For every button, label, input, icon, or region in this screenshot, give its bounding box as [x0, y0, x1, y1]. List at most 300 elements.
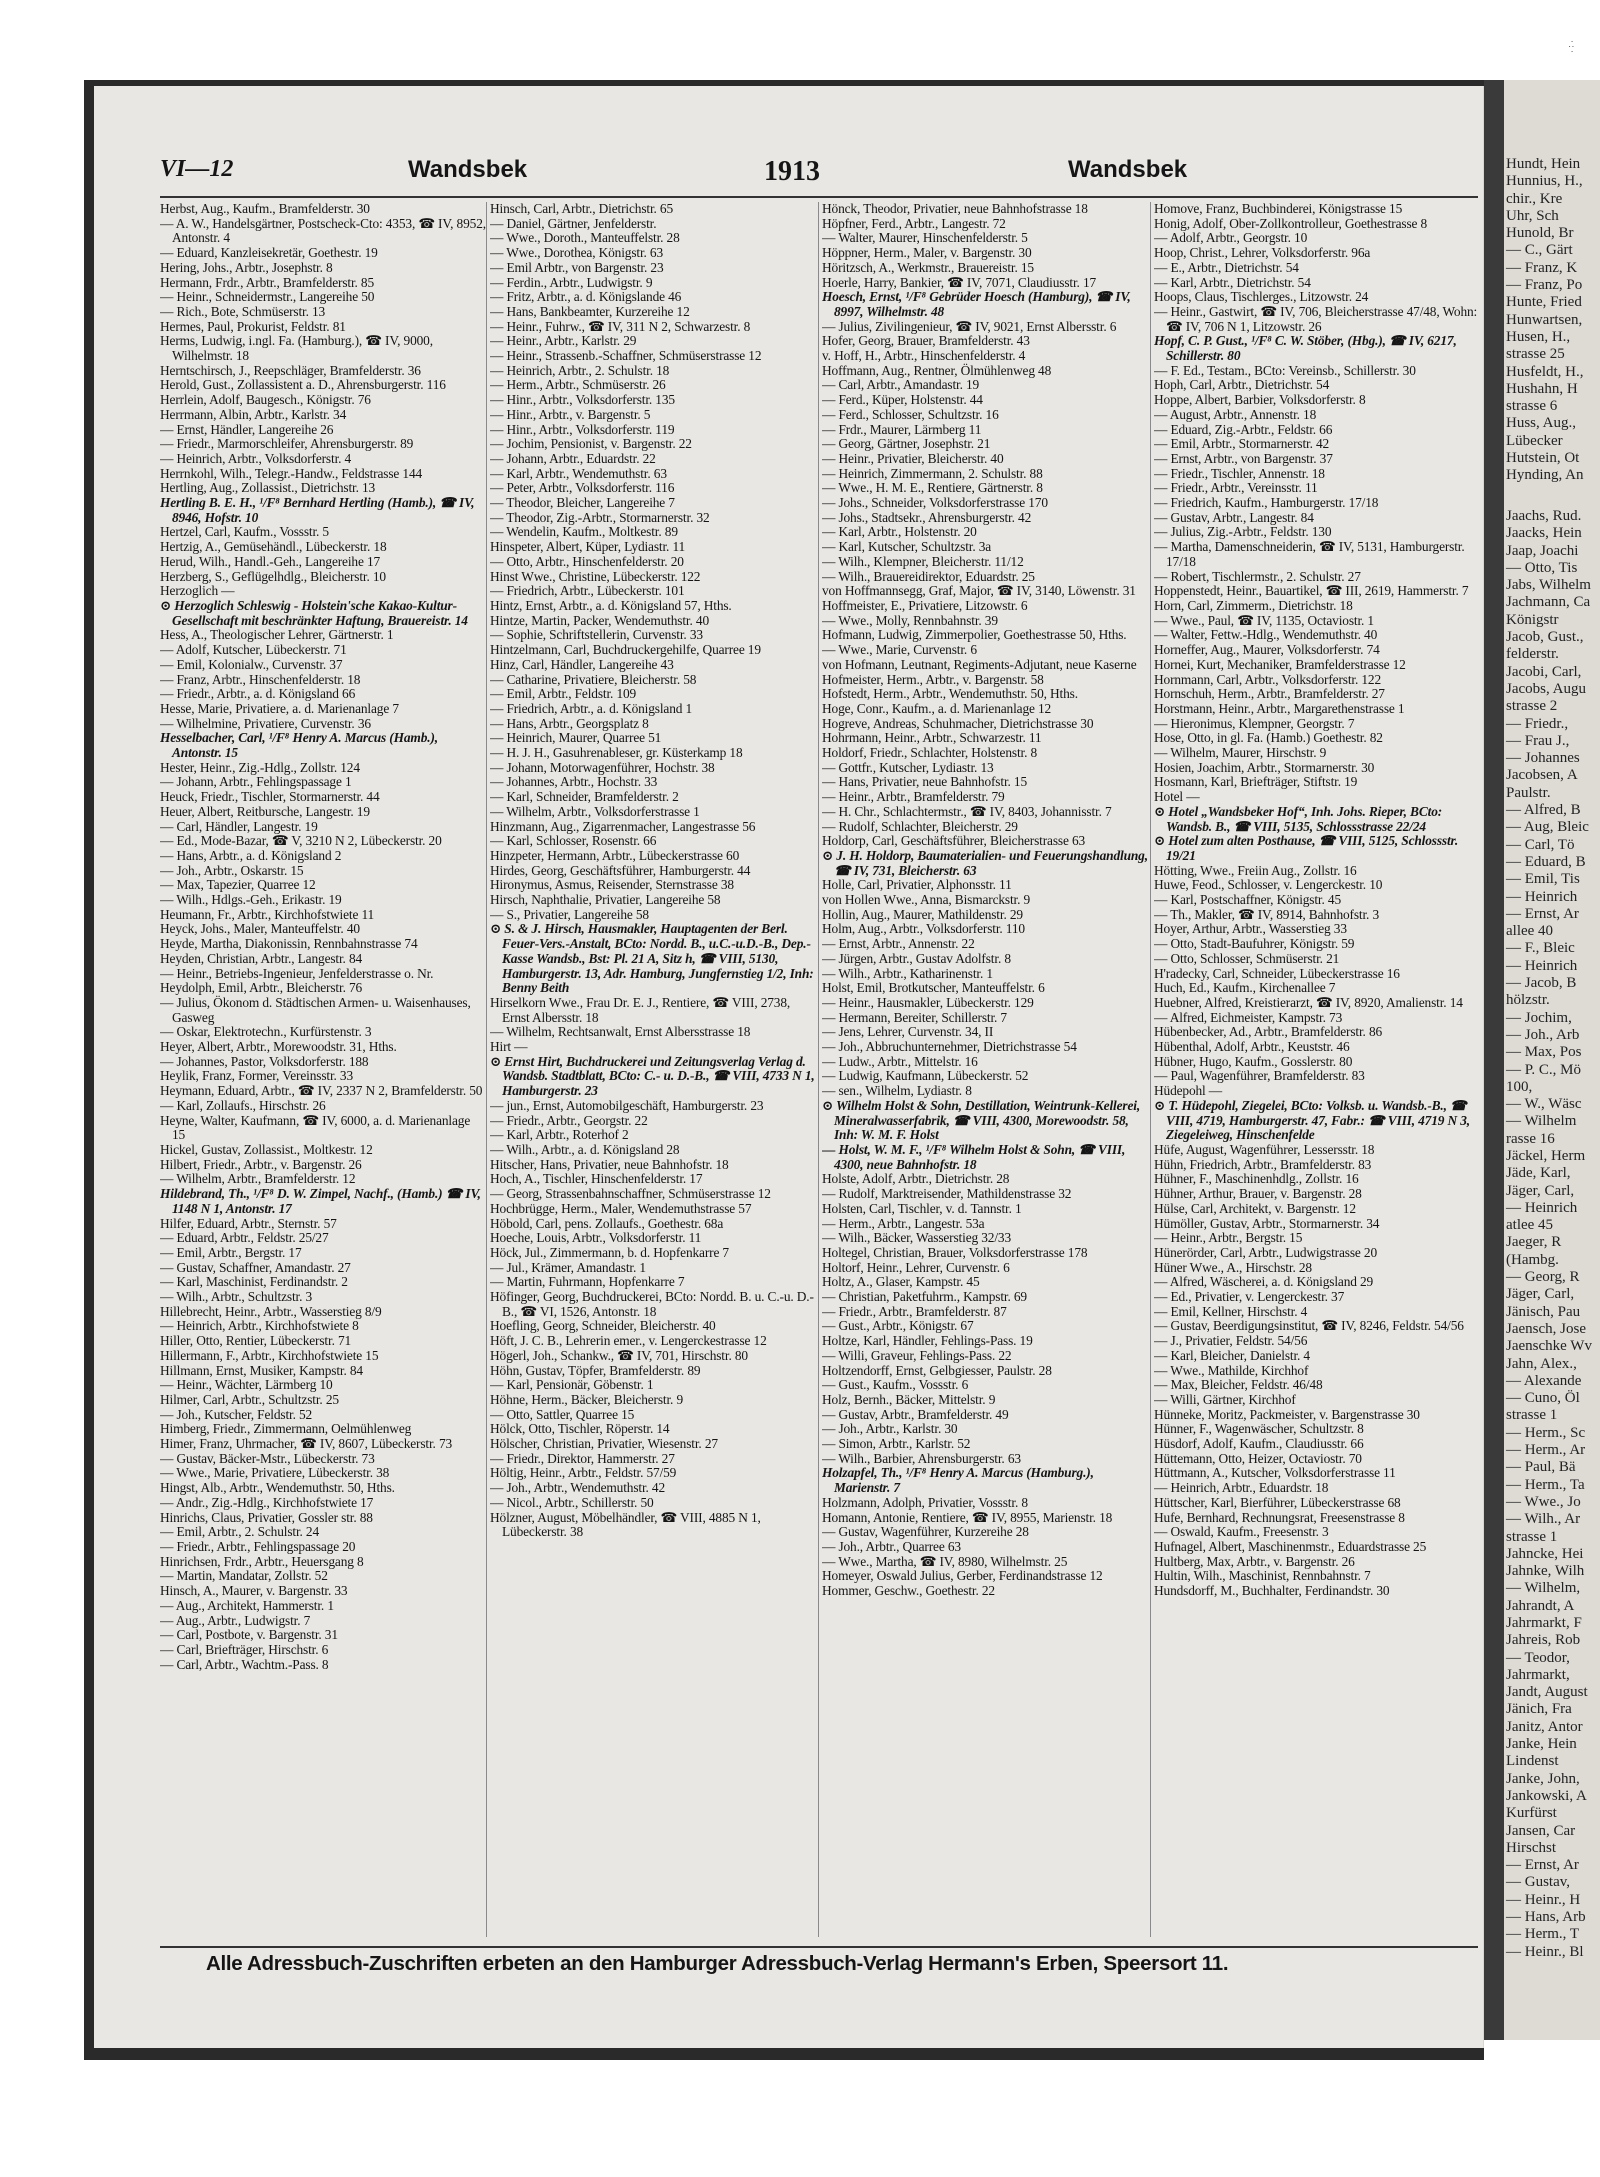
directory-entry: — Friedrich, Arbtr., Lübeckerstr. 101	[490, 583, 685, 599]
directory-entry: — Th., Makler, ☎ IV, 8914, Bahnhofstr. 3	[1154, 906, 1379, 922]
directory-entry: Hotel —	[1154, 789, 1200, 805]
adjacent-page-line: — Wwe., Jo	[1506, 1493, 1581, 1510]
directory-entry: — Paul, Wagenführer, Bramfelderstr. 83	[1154, 1068, 1365, 1084]
directory-entry: — Emil, Arbtr., Feldstr. 109	[490, 686, 637, 702]
adjacent-page-line: Jahrmarkt,	[1506, 1666, 1570, 1683]
directory-entry: — Heinr., Arbtr., Bergstr. 15	[1154, 1230, 1303, 1246]
directory-entry: Höhn, Gustav, Töpfer, Bramfelderstr. 89	[490, 1362, 701, 1378]
directory-entry: Hoerle, Harry, Bankier, ☎ IV, 7071, Claudiusstr. 17	[822, 274, 1097, 290]
directory-entry: — Karl, Postschaffner, Königstr. 45	[1154, 892, 1341, 908]
adjacent-page-line: — Teodor,	[1506, 1649, 1570, 1666]
directory-entry: — Wilhelm, Arbtr., Bramfelderstr. 12	[160, 1171, 356, 1187]
page-gutter-shadow	[1484, 80, 1504, 2040]
directory-entry: — Heinr., Hausmakler, Lübeckerstr. 129	[822, 994, 1034, 1010]
directory-entry: — Ed., Mode-Bazar, ☎ V, 3210 N 2, Lübeckerstr. 20	[160, 833, 442, 849]
directory-entry: — E., Arbtr., Dietrichstr. 54	[1154, 259, 1299, 275]
directory-entry: — Ferd., Küper, Holstenstr. 44	[822, 392, 983, 408]
directory-entry: Hühn, Friedrich, Arbtr., Bramfelderstr. 83	[1154, 1156, 1372, 1172]
directory-entry: — Heinr., Privatier, Bleicherstr. 40	[822, 450, 1004, 466]
running-title-left: Wandsbek	[408, 156, 528, 183]
directory-entry: Hühner, Arthur, Brauer, v. Bargenstr. 28	[1154, 1186, 1362, 1202]
directory-entry: Höck, Jul., Zimmermann, b. d. Hopfenkarre 7	[490, 1244, 729, 1260]
directory-entry: Hufe, Bernhard, Rechnungsrat, Freesenstrasse 8	[1154, 1509, 1405, 1525]
adjacent-page-line: Paulstr.	[1506, 784, 1551, 801]
adjacent-page-line: — Wilhelm	[1506, 1113, 1577, 1130]
adjacent-page-line: — Ernst, Ar	[1506, 1857, 1579, 1874]
directory-entry: Hintze, Martin, Packer, Wendemuthstr. 40	[490, 612, 709, 628]
directory-entry: Hohrmann, Heinr., Arbtr., Schwarzestr. 11	[822, 730, 1042, 746]
directory-entry: — Martha, Damenschneiderin, ☎ IV, 5131, Hamburgerstr. 17/18	[1154, 539, 1465, 569]
adjacent-page-line: Jacob, Gust.,	[1506, 629, 1584, 646]
adjacent-page-line: — Jacob, B	[1506, 975, 1577, 992]
directory-entry: Hesselbacher, Carl, ¹/F⁸ Henry A. Marcus (Hamb.), Antonstr. 15	[160, 730, 438, 761]
directory-entry: Herud, Wilh., Handl.-Geh., Langereihe 17	[160, 553, 381, 569]
directory-entry: — Karl, Kutscher, Schultzstr. 3a	[822, 539, 992, 555]
directory-entry: — Karl, Schlosser, Rosenstr. 66	[490, 833, 657, 849]
adjacent-page-line: Lindenst	[1506, 1753, 1559, 1770]
adjacent-page-line: — Carl, Tö	[1506, 836, 1575, 853]
adjacent-page-line: strasse 25	[1506, 346, 1565, 363]
directory-entry: — August, Arbtr., Annenstr. 18	[1154, 406, 1317, 422]
directory-entry: Höft, J. C. B., Lehrerin emer., v. Lengerckestrasse 12	[490, 1333, 767, 1349]
adjacent-page-line: Husfeldt, H.,	[1506, 363, 1584, 380]
directory-entry: Hinrichsen, Frdr., Arbtr., Heuersgang 8	[160, 1553, 364, 1569]
directory-entry: Herrlein, Adolf, Baugesch., Königstr. 76	[160, 392, 371, 408]
directory-entry: Holtz, A., Glaser, Kampstr. 45	[822, 1274, 980, 1290]
directory-entry: Höfinger, Georg, Buchdruckerei, BCto: Nordd. B. u. C.-u. D.-B., ☎ VI, 1526, Antonstr. 18	[490, 1289, 814, 1319]
directory-entry: Hiller, Otto, Rentier, Lübeckerstr. 71	[160, 1333, 352, 1349]
directory-entry: Höltig, Heinr., Arbtr., Feldstr. 57/59	[490, 1465, 677, 1481]
directory-entry: — Carl, Arbtr., Amandastr. 19	[822, 377, 980, 393]
directory-entry: Heymann, Eduard, Arbtr., ☎ IV, 2337 N 2, Bramfelderstr. 50	[160, 1083, 483, 1099]
directory-entry: — Gust., Arbtr., Königstr. 67	[822, 1318, 974, 1334]
directory-entry: Holtzendorff, Ernst, Gelbgiesser, Paulstr. 28	[822, 1362, 1052, 1378]
adjacent-page-line: Jaensch, Jose	[1506, 1320, 1586, 1337]
directory-entry: Holz, Bernh., Bäcker, Mittelstr. 9	[822, 1391, 996, 1407]
adjacent-page-line: Jäger, Carl,	[1506, 1182, 1575, 1199]
year-heading: 1913	[764, 156, 820, 187]
adjacent-page-line: Huss, Aug.,	[1506, 415, 1577, 432]
directory-entry: — J., Privatier, Feldstr. 54/56	[1154, 1333, 1308, 1349]
adjacent-page-line: — Franz, K	[1506, 259, 1578, 276]
directory-entry: — Gustav, Beerdigungsinstitut, ☎ IV, 8246, Feldstr. 54/56	[1154, 1318, 1464, 1334]
directory-entry: — Gustav, Wagenführer, Kurzereihe 28	[822, 1524, 1029, 1540]
directory-entry: — Gust., Kaufm., Vossstr. 6	[822, 1377, 969, 1393]
adjacent-page-line: — Hans, Arb	[1506, 1909, 1586, 1926]
directory-entry: Hübenbecker, Ad., Arbtr., Bramfelderstr. 86	[1154, 1024, 1383, 1040]
directory-entry: Herzberg, S., Geflügelhdlg., Bleicherstr. 10	[160, 568, 386, 584]
directory-entry: — S., Privatier, Langereihe 58	[490, 906, 649, 922]
directory-entry: — Hinr., Arbtr., v. Bargenstr. 5	[490, 406, 651, 422]
directory-entry: — Gustav, Arbtr., Langestr. 84	[1154, 509, 1314, 525]
directory-entry: Holm, Aug., Arbtr., Volksdorferstr. 110	[822, 921, 1025, 937]
directory-entry: Höritzsch, A., Werkmstr., Brauereistr. 15	[822, 259, 1034, 275]
directory-entry: Hildebrand, Th., ¹/F⁸ D. W. Zimpel, Nachf., (Hamb.) ☎ IV, 1148 N 1, Antonstr. 17	[160, 1186, 481, 1216]
directory-entry: Hoesch, Ernst, ¹/F⁸ Gebrüder Hoesch (Hamburg), ☎ IV, 8997, Wilhelmstr. 48	[822, 289, 1131, 319]
page-number: VI—12	[160, 156, 234, 182]
directory-entry: v. Hoff, H., Arbtr., Hinschenfelderstr. 4	[822, 348, 1026, 364]
directory-entry: — Jürgen, Arbtr., Gustav Adolfstr. 8	[822, 950, 1011, 966]
directory-entry: — Herm., Arbtr., Schmüserstr. 26	[490, 377, 666, 393]
directory-entry: — Johann, Arbtr., Fehlingspassage 1	[160, 774, 352, 790]
directory-entry: — jun., Ernst, Automobilgeschäft, Hamburgerstr. 23	[490, 1097, 764, 1113]
directory-entry: Höbold, Carl, pens. Zollaufs., Goethestr. 68a	[490, 1215, 724, 1231]
directory-entry: — Ernst, Arbtr., Annenstr. 22	[822, 936, 975, 952]
directory-entry: — Friedr., Arbtr., Vereinsstr. 11	[1154, 480, 1318, 496]
directory-entry: Hünner, F., Wagenwäscher, Schultzstr. 8	[1154, 1421, 1364, 1437]
directory-entry: — Wendelin, Kaufm., Moltkestr. 89	[490, 524, 678, 540]
adjacent-page-line: — Georg, R	[1506, 1269, 1580, 1286]
directory-entry: Hickel, Gustav, Zollassist., Moltkestr. 12	[160, 1142, 373, 1157]
directory-entry: — Joh., Arbtr., Quarree 63	[822, 1538, 961, 1554]
adjacent-page-line: Hunte, Fried	[1506, 294, 1582, 311]
directory-entry: — Alfred, Eichmeister, Kampstr. 73	[1154, 1009, 1343, 1025]
directory-entry: Hirselkorn Wwe., Frau Dr. E. J., Rentiere, ☎ VIII, 2738, Ernst Albersstr. 18	[490, 994, 791, 1025]
directory-entry: Herntschirsch, J., Reepschläger, Bramfelderstr. 36	[160, 362, 421, 378]
directory-entry: — Joh., Kutscher, Feldstr. 52	[160, 1406, 313, 1422]
adjacent-page-line: — Frau J.,	[1506, 732, 1570, 749]
column-divider	[1150, 202, 1151, 1937]
directory-entry: — Andr., Zig.-Hdlg., Kirchhofstwiete 17	[160, 1494, 374, 1510]
directory-entry: Hölck, Otto, Tischler, Röperstr. 14	[490, 1421, 670, 1437]
directory-entry: Hofmeister, Herm., Arbtr., v. Bargenstr. 58	[822, 671, 1044, 687]
adjacent-page-line: — Max, Pos	[1506, 1044, 1582, 1061]
directory-entry: — Oswald, Kaufm., Freesenstr. 3	[1154, 1524, 1329, 1540]
adjacent-page-line: strasse 1	[1506, 1407, 1558, 1424]
adjacent-page-line: — Heinrich	[1506, 888, 1578, 905]
directory-entry: Hüfe, August, Wagenführer, Lessersstr. 18	[1154, 1142, 1375, 1157]
directory-entry: Horneffer, Aug., Maurer, Volksdorferstr. 74	[1154, 642, 1380, 658]
directory-entry: — Martin, Fuhrmann, Hopfenkarre 7	[490, 1274, 685, 1290]
directory-entry: — Karl, Maschinist, Ferdinandstr. 2	[160, 1274, 348, 1290]
directory-entry: — Theodor, Bleicher, Langereihe 7	[490, 495, 675, 511]
directory-entry: — Hieronimus, Klempner, Georgstr. 7	[1154, 715, 1355, 731]
directory-entry: Hornmann, Carl, Arbtr., Volksdorferstr. 122	[1154, 671, 1382, 687]
directory-entry: von Hollen Wwe., Anna, Bismarckstr. 9	[822, 892, 1031, 908]
adjacent-page-line: Jabs, Wilhelm	[1506, 577, 1591, 594]
directory-entry: Hillebrecht, Heinr., Arbtr., Wasserstieg 8/9	[160, 1303, 382, 1319]
adjacent-page-line: — Jochim,	[1506, 1009, 1572, 1026]
directory-entry: Hofmann, Ludwig, Zimmerpolier, Goethestrasse 50, Hths.	[822, 627, 1127, 643]
directory-entry: — Hans, Bankbeamter, Kurzereihe 12	[490, 303, 690, 319]
directory-entry: — Carl, Arbtr., Wachtm.-Pass. 8	[160, 1656, 329, 1672]
directory-entry: Heydolph, Emil, Arbtr., Bleicherstr. 76	[160, 980, 363, 996]
adjacent-page-line: — P. C., Mö	[1506, 1061, 1582, 1078]
directory-entry: ⊙ J. H. Holdorp, Baumaterialien- und Feuerungshandlung, ☎ IV, 731, Bleicherstr. 63	[822, 847, 1148, 878]
directory-entry: — Karl, Bleicher, Danielstr. 4	[1154, 1347, 1310, 1363]
directory-entry: ⊙ Ernst Hirt, Buchdruckerei und Zeitungsverlag Verlag d. Wandsb. Stadtblatt, BCto: C.- u. D.-B., ☎ VIII, 4733 N 1, Hamburgerstr. 23	[490, 1053, 815, 1099]
adjacent-page-line: Jaenschke Wv	[1506, 1338, 1592, 1355]
directory-entry: — Friedr., Arbtr., Fehlingspassage 20	[160, 1538, 356, 1554]
adjacent-page-line: Jandt, August	[1506, 1684, 1588, 1701]
adjacent-page-line: allee 40	[1506, 923, 1554, 940]
directory-column-2	[490, 202, 816, 1942]
directory-entry: — Emil, Arbtr., Stormarnerstr. 42	[1154, 436, 1330, 452]
directory-entry: — Emil, Arbtr., 2. Schulstr. 24	[160, 1524, 320, 1540]
directory-entry: — Fritz, Arbtr., a. d. Königslande 46	[490, 289, 682, 305]
adjacent-page-line: 100,	[1506, 1078, 1533, 1095]
directory-entry: Hertling B. E. H., ¹/F⁸ Bernhard Hertling (Hamb.), ☎ IV, 8946, Hofstr. 10	[160, 495, 475, 525]
adjacent-page-line: Jachmann, Ca	[1506, 594, 1591, 611]
directory-entry: — Karl, Arbtr., Holstenstr. 20	[822, 524, 977, 540]
directory-entry: Herrnkohl, Wilh., Telegr.-Handw., Feldstrasse 144	[160, 465, 423, 481]
adjacent-page-line: — Otto, Tis	[1506, 559, 1578, 576]
directory-entry: — Julius, Zivilingenieur, ☎ IV, 9021, Ernst Albersstr. 6	[822, 318, 1117, 334]
directory-entry: Hosmann, Karl, Briefträger, Stiftstr. 19	[1154, 774, 1358, 790]
directory-entry: Hülse, Carl, Architekt, v. Bargenstr. 12	[1154, 1200, 1356, 1216]
directory-entry: — Emil, Arbtr., Bergstr. 17	[160, 1244, 302, 1260]
directory-entry: — Walter, Fettw.-Hdlg., Wendemuthstr. 40	[1154, 627, 1378, 643]
directory-entry: Hingst, Alb., Arbtr., Wendemuthstr. 50, Hths.	[160, 1480, 395, 1496]
adjacent-page-line: Jacobi, Carl,	[1506, 663, 1582, 680]
adjacent-page-line: (Hambg.	[1506, 1251, 1559, 1268]
directory-entry: Hofstedt, Herm., Arbtr., Wendemuthstr. 50, Hths.	[822, 686, 1078, 702]
adjacent-page-line: Husen, H.,	[1506, 328, 1571, 345]
directory-entry: Huwe, Feod., Schlosser, v. Lengerckestr. 10	[1154, 877, 1383, 893]
directory-entry: — Catharine, Privatiere, Bleicherstr. 58	[490, 671, 697, 687]
directory-entry: Hundsdorff, M., Buchhalter, Ferdinandstr. 30	[1154, 1583, 1390, 1599]
directory-entry: Högerl, Joh., Schankw., ☎ IV, 701, Hirschstr. 80	[490, 1347, 748, 1363]
directory-entry: — Hinr., Arbtr., Volksdorferstr. 135	[490, 392, 675, 408]
directory-entry: — H. J. H., Gasuhrenableser, gr. Küsterkamp 18	[490, 745, 743, 761]
directory-entry: — Aug., Arbtr., Ludwigstr. 7	[160, 1612, 311, 1628]
adjacent-page-line: Jänisch, Pau	[1506, 1303, 1581, 1320]
directory-entry: Herbst, Aug., Kaufm., Bramfelderstr. 30	[160, 202, 370, 216]
adjacent-page-line: — Eduard, B	[1506, 853, 1586, 870]
directory-entry: — Jul., Krämer, Amandastr. 1	[490, 1259, 646, 1275]
directory-entry: Holle, Carl, Privatier, Alphonsstr. 11	[822, 877, 1012, 893]
adjacent-page-line: — Cuno, Öl	[1506, 1390, 1580, 1407]
directory-entry: — Heinr., Schneidermstr., Langereihe 50	[160, 289, 375, 305]
directory-entry: — Carl, Briefträger, Hirschstr. 6	[160, 1641, 329, 1657]
directory-entry: — Wilh., Brauereidirektor, Eduardstr. 25	[822, 568, 1035, 584]
directory-entry: — Karl, Arbtr., Roterhof 2	[490, 1127, 629, 1143]
directory-entry: Höpfner, Ferd., Arbtr., Langestr. 72	[822, 215, 1006, 231]
directory-entry: Hilmer, Carl, Arbtr., Schultzstr. 25	[160, 1391, 339, 1407]
directory-entry: — Ed., Privatier, v. Lengerckestr. 37	[1154, 1289, 1345, 1305]
directory-entry: Hünerörder, Carl, Arbtr., Ludwigstrasse 20	[1154, 1244, 1377, 1260]
directory-entry: Herold, Gust., Zollassistent a. D., Ahrensburgerstr. 116	[160, 377, 446, 393]
directory-entry: Hötting, Wwe., Freiin Aug., Zollstr. 16	[1154, 862, 1357, 878]
directory-entry: Hertling, Aug., Zollassist., Dietrichstr. 13	[160, 480, 376, 496]
adjacent-page-line: Jäde, Karl,	[1506, 1165, 1571, 1182]
adjacent-page-line: Uhr, Sch	[1506, 207, 1559, 224]
directory-entry: Hinsch, Carl, Arbtr., Dietrichstr. 65	[490, 202, 674, 216]
directory-entry: Hess, A., Theologischer Lehrer, Gärtnerstr. 1	[160, 627, 394, 643]
directory-entry: — Ludw., Arbtr., Mittelstr. 16	[822, 1053, 978, 1069]
directory-entry: Hoph, Carl, Arbtr., Dietrichstr. 54	[1154, 377, 1330, 393]
directory-entry: Herzoglich —	[160, 583, 235, 599]
adjacent-page-line: — Alexande	[1506, 1372, 1582, 1389]
directory-entry: — Max, Bleicher, Feldstr. 46/48	[1154, 1377, 1323, 1393]
directory-entry: — Willi, Gärtner, Kirchhof	[1154, 1391, 1296, 1407]
directory-entry: Hirsch, Naphthalie, Privatier, Langereihe 58	[490, 892, 721, 908]
directory-entry: — Otto, Schlosser, Schmüserstr. 21	[1154, 950, 1340, 966]
directory-entry: — Friedr., Tischler, Annenstr. 18	[1154, 465, 1325, 481]
directory-entry: — Joh., Arbtr., Karlstr. 30	[822, 1421, 958, 1437]
directory-entry: Hoeche, Louis, Arbtr., Volksdorferstr. 11	[490, 1230, 702, 1246]
directory-entry: — Ernst, Arbtr., von Bargenstr. 37	[1154, 450, 1333, 466]
directory-entry: ⊙ Herzoglich Schleswig - Holstein'sche Kakao-Kultur-Gesellschaft mit beschränkter Haftung, Brauereistr. 14	[160, 597, 468, 628]
directory-entry: Hochbrügge, Herm., Maler, Wendemuthstrasse 57	[490, 1200, 752, 1216]
footer-rule	[160, 1946, 1478, 1948]
adjacent-page-line: — Heinrich	[1506, 957, 1578, 974]
adjacent-page-line: Jahn, Alex.,	[1506, 1355, 1577, 1372]
directory-entry: — Rudolf, Schlachter, Bleicherstr. 29	[822, 818, 1018, 834]
directory-entry: Hinzmann, Aug., Zigarrenmacher, Langestrasse 56	[490, 818, 756, 834]
directory-entry: — Friedr., Arbtr., Bramfelderstr. 87	[822, 1303, 1007, 1319]
adjacent-page-line: Königstr	[1506, 611, 1559, 628]
adjacent-page-line: — Gustav,	[1506, 1874, 1571, 1891]
directory-entry: — Hermann, Bereiter, Schillerstr. 7	[822, 1009, 1007, 1025]
directory-entry: Hoffmeister, E., Privatiere, Litzowstr. 6	[822, 597, 1028, 613]
directory-entry: — Wilhelm, Rechtsanwalt, Ernst Albersstrasse 18	[490, 1024, 751, 1040]
directory-entry: — Emil Arbtr., von Bargenstr. 23	[490, 259, 664, 275]
directory-entry: — Johann, Motorwagenführer, Hochstr. 38	[490, 759, 715, 775]
adjacent-page-line: — Paul, Bä	[1506, 1459, 1576, 1476]
directory-entry: Heyden, Christian, Arbtr., Langestr. 84	[160, 950, 363, 966]
directory-entry: Heyde, Martha, Diakonissin, Rennbahnstrasse 74	[160, 936, 418, 952]
directory-entry: Holsten, Carl, Tischler, v. d. Tannstr. 1	[822, 1200, 1022, 1216]
adjacent-page-line: strasse 1	[1506, 1528, 1558, 1545]
directory-entry: Hester, Heinr., Zig.-Hdlg., Zollstr. 124	[160, 759, 360, 775]
directory-entry: Hüttmann, A., Kutscher, Volksdorferstrasse 11	[1154, 1465, 1396, 1481]
adjacent-page-block-lower	[1504, 508, 1600, 1961]
directory-entry: Hoyer, Arthur, Arbtr., Wasserstieg 33	[1154, 921, 1347, 937]
directory-entry: Hertzig, A., Gemüsehändl., Lübeckerstr. 18	[160, 539, 387, 555]
directory-entry: — Gustav, Schaffner, Amandastr. 27	[160, 1259, 351, 1275]
directory-entry: Hübenthal, Adolf, Arbtr., Keuststr. 46	[1154, 1039, 1350, 1055]
directory-entry: Hornei, Kurt, Mechaniker, Bramfelderstrasse 12	[1154, 656, 1406, 672]
directory-entry: — Robert, Tischlermstr., 2. Schulstr. 27	[1154, 568, 1361, 584]
directory-entry: — Wilh., Arbtr., Schultzstr. 3	[160, 1289, 313, 1305]
directory-entry: — Otto, Arbtr., Hinschenfelderstr. 20	[490, 553, 684, 569]
directory-entry: — Hinr., Arbtr., Volksdorferstr. 119	[490, 421, 675, 437]
adjacent-page-line: Hunnius, H.,	[1506, 173, 1583, 190]
directory-entry: Hintzelmann, Carl, Buchdruckergehilfe, Quarree 19	[490, 642, 761, 658]
directory-entry: — Wwe., Marie, Curvenstr. 6	[822, 642, 977, 658]
directory-entry: — Wilh., Barbier, Ahrensburgerstr. 63	[822, 1450, 1021, 1466]
directory-entry: — Herm., Arbtr., Langestr. 53a	[822, 1215, 985, 1231]
directory-entry: — Heinr., Gastwirt, ☎ IV, 706, Bleicherstrasse 47/48, Wohn: ☎ IV, 706 N 1, Litzowstr. 26	[1154, 303, 1478, 334]
directory-entry: — Emil, Kellner, Hirschstr. 4	[1154, 1303, 1308, 1319]
directory-entry: — Karl, Schneider, Bramfelderstr. 2	[490, 789, 679, 805]
directory-entry: Heumann, Fr., Arbtr., Kirchhofstwiete 11	[160, 906, 375, 922]
directory-entry: — Max, Tapezier, Quarree 12	[160, 877, 316, 893]
adjacent-page-line: — Heinr., Bl	[1506, 1943, 1584, 1960]
directory-entry: Hufnagel, Albert, Maschinenmstr., Eduardstrasse 25	[1154, 1538, 1427, 1554]
directory-entry: — Wilhelm, Arbtr., Volksdorferstrasse 1	[490, 803, 700, 819]
directory-entry: — Heinrich, Arbtr., 2. Schulstr. 18	[490, 362, 670, 378]
directory-entry: Hölzner, August, Möbelhändler, ☎ VIII, 4885 N 1, Lübeckerstr. 38	[490, 1509, 761, 1540]
adjacent-page-line: Lübecker	[1506, 432, 1563, 449]
adjacent-page-line: Janke, Hein	[1506, 1736, 1577, 1753]
adjacent-page-line: Jahrandt, A	[1506, 1597, 1575, 1614]
adjacent-page-line: — C., Gärt	[1506, 242, 1573, 259]
directory-entry: — Christian, Paketfuhrm., Kampstr. 69	[822, 1289, 1027, 1305]
directory-entry: Hüttscher, Karl, Bierführer, Lübeckerstrasse 68	[1154, 1494, 1401, 1510]
running-title-right: Wandsbek	[1068, 156, 1188, 183]
directory-entry: ⊙ S. & J. Hirsch, Hausmakler, Hauptagenten der Berl. Feuer-Vers.-Anstalt, BCto: Nordd. B., u.C.-u.D.-B., Dep.-Kasse Wandsb., Bst: Pl. 21 A, Sitz h, ☎ VIII, 5130, Hamburgerstr. 13, Adr. Hamburg, Jungfernstieg 1/2, Inh: Benny Beith	[490, 921, 814, 996]
directory-entry: — Sophie, Schriftstellerin, Curvenstr. 33	[490, 627, 703, 643]
directory-entry: — Holst, W. M. F., ¹/F⁸ Wilhelm Holst & Sohn, ☎ VIII, 4300, neue Bahnhofstr. 18	[822, 1142, 1126, 1172]
directory-entry: — Joh., Arbtr., Oskarstr. 15	[160, 862, 304, 878]
adjacent-page-line: Jaap, Joachi	[1506, 542, 1579, 559]
directory-entry: — Julius, Ökonom d. Städtischen Armen- u. Waisenhauses, Gasweg	[160, 994, 471, 1025]
directory-entry: Hitscher, Hans, Privatier, neue Bahnhofstr. 18	[490, 1156, 729, 1172]
directory-entry: — Theodor, Zig.-Arbtr., Stormarnerstr. 32	[490, 509, 710, 525]
adjacent-page-line: Jacobs, Augu	[1506, 680, 1586, 697]
directory-entry: Holzmann, Adolph, Privatier, Vossstr. 8	[822, 1494, 1028, 1510]
directory-entry: Hosien, Joachim, Arbtr., Stormarnerstr. 30	[1154, 759, 1375, 775]
directory-entry: Holtegel, Christian, Brauer, Volksdorferstrasse 178	[822, 1244, 1088, 1260]
directory-entry: — Ludwig, Kaufmann, Lübeckerstr. 52	[822, 1068, 1029, 1084]
directory-entry: — Johs., Schneider, Volksdorferstrasse 170	[822, 495, 1048, 511]
directory-entry: Hertzel, Carl, Kaufm., Vossstr. 5	[160, 524, 329, 540]
directory-entry: — Wilh., Arbtr., Katharinenstr. 1	[822, 965, 993, 981]
directory-entry: Hermann, Frdr., Arbtr., Bramfelderstr. 85	[160, 274, 375, 290]
directory-entry: von Hoffmannsegg, Graf, Major, ☎ IV, 3140, Löwenstr. 31	[822, 583, 1136, 599]
directory-entry: — Wilhelm, Maurer, Hirschstr. 9	[1154, 745, 1327, 761]
directory-entry: — Wwe., Mathilde, Kirchhof	[1154, 1362, 1309, 1378]
directory-entry: Hönck, Theodor, Privatier, neue Bahnhofstrasse 18	[822, 202, 1088, 216]
directory-column-3	[822, 202, 1148, 1942]
directory-entry: Hoffmann, Aug., Rentner, Ölmühlenweg 48	[822, 362, 1052, 378]
directory-entry: — Joh., Abbruchunternehmer, Dietrichstrasse 54	[822, 1039, 1077, 1055]
directory-entry: Herms, Ludwig, i.ngl. Fa. (Hamburg.), ☎ IV, 9000, Wilhelmstr. 18	[160, 333, 433, 364]
adjacent-page-line: Hundt, Hein	[1506, 156, 1581, 172]
directory-entry: — Heinrich, Maurer, Quarree 51	[490, 730, 662, 746]
directory-entry: — Karl, Zollaufs., Hirschstr. 26	[160, 1097, 326, 1113]
directory-entry: Hinrichs, Claus, Privatier, Gossler str. 88	[160, 1509, 373, 1525]
directory-entry: Hillermann, F., Arbtr., Kirchhofstwiete 15	[160, 1347, 379, 1363]
adjacent-page-line: — Herm., Sc	[1506, 1424, 1586, 1441]
directory-entry: Hofer, Georg, Brauer, Bramfelderstr. 43	[822, 333, 1030, 349]
directory-column-4	[1154, 202, 1480, 1942]
adjacent-page-line: Hutstein, Ot	[1506, 450, 1580, 467]
adjacent-page-line: — Friedr.,	[1506, 715, 1569, 732]
directory-entry: — Wilhelmine, Privatiere, Curvenstr. 36	[160, 715, 371, 731]
directory-entry: — Friedrich, Kaufm., Hamburgerstr. 17/18	[1154, 495, 1379, 511]
directory-entry: — Frdr., Maurer, Lärmberg 11	[822, 421, 982, 437]
adjacent-page-line: — Heinr., H	[1506, 1891, 1581, 1908]
column-divider	[818, 202, 819, 1937]
directory-entry: Holdorf, Friedr., Schlachter, Holstenstr. 8	[822, 745, 1038, 761]
publisher-footer: Alle Adressbuch-Zuschriften erbeten an den Hamburger Adressbuch-Verlag Hermann's Erben, Speersort 11.	[206, 1952, 1229, 1975]
adjacent-page-line: — Alfred, B	[1506, 802, 1581, 819]
directory-entry: — Wwe., Dorothea, Königstr. 63	[490, 245, 664, 261]
adjacent-page-line: Hirschst	[1506, 1839, 1556, 1856]
adjacent-page-line: — Wilh., Ar	[1506, 1511, 1581, 1528]
directory-entry: — Friedr., Arbtr., a. d. Königsland 66	[160, 686, 356, 702]
directory-entry: — Eduard, Zig.-Arbtr., Feldstr. 66	[1154, 421, 1333, 437]
directory-entry: Hüsdorf, Adolf, Kaufm., Claudiusstr. 66	[1154, 1436, 1364, 1452]
directory-entry: Hölscher, Christian, Privatier, Wiesenstr. 27	[490, 1436, 718, 1452]
directory-entry: Holtze, Karl, Händler, Fehlings-Pass. 19	[822, 1333, 1033, 1349]
directory-entry: Hümöller, Gustav, Arbtr., Stormarnerstr. 34	[1154, 1215, 1380, 1231]
margin-mark: · : ·	[1567, 40, 1577, 53]
directory-entry: — Karl, Arbtr., Wendemuthstr. 63	[490, 465, 667, 481]
directory-entry: — Johannes, Arbtr., Hochstr. 33	[490, 774, 658, 790]
adjacent-page-line: Jacobsen, A	[1506, 767, 1578, 784]
adjacent-page-line: — Heinrich	[1506, 1199, 1578, 1216]
directory-entry: — Wilh., Klempner, Bleicherstr. 11/12	[822, 553, 1024, 569]
directory-entry: — Rich., Bote, Schmüserstr. 13	[160, 303, 326, 319]
directory-entry: — Wwe., H. M. E., Rentiere, Gärtnerstr. 8	[822, 480, 1043, 496]
adjacent-page-line: — Ernst, Ar	[1506, 905, 1579, 922]
directory-entry: von Hofmann, Leutnant, Regiments-Adjutant, neue Kaserne	[822, 656, 1137, 672]
adjacent-page-line: strasse 2	[1506, 698, 1558, 715]
